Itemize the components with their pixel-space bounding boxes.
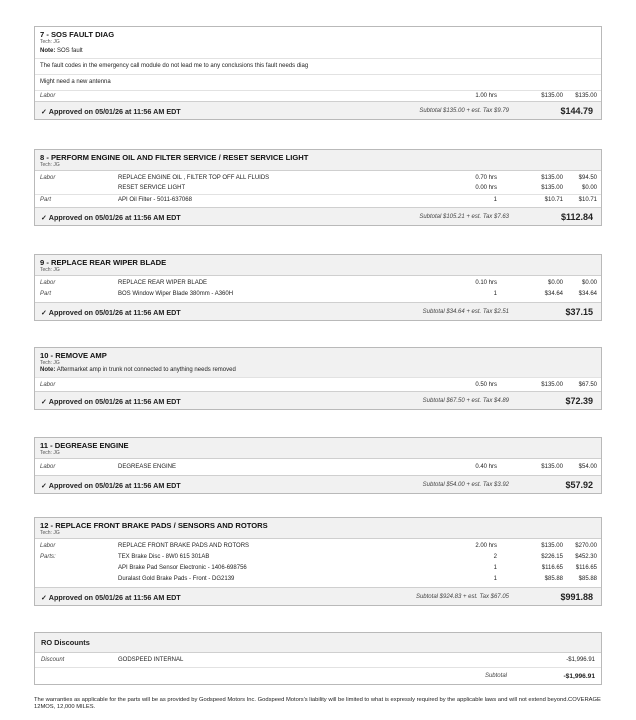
- line-desc: REPLACE REAR WIPER BLADE: [118, 280, 208, 286]
- ro-discounts-section: [34, 632, 602, 685]
- discount-subtotal-label: Subtotal: [484, 673, 507, 679]
- job-title: 9 - REPLACE REAR WIPER BLADE: [40, 258, 167, 267]
- job-subtotal: Subtotal $105.21 + est. Tax $7.63: [419, 214, 509, 220]
- job-header: [35, 27, 601, 47]
- job-total: $72.39: [565, 396, 593, 406]
- line-amount: $54.00: [578, 464, 597, 470]
- tech-label: Tech: JG: [40, 450, 60, 456]
- job-card-8: [34, 149, 602, 226]
- job-total: $144.79: [560, 106, 593, 116]
- warranty-statement: The warranties as applicable for the parts will be as provided by Godspeed Motors Inc. Godspeed Motors's liability will be limited to what is expressly required by the applicable laws and will not extend beyond.COVERAGE 12MOS, 12,000 MILES.: [34, 697, 601, 710]
- line-item: [35, 90, 601, 101]
- job-title: 12 - REPLACE FRONT BRAKE PADS / SENSORS AND ROTORS: [40, 521, 268, 530]
- line-item: [35, 171, 601, 183]
- line-type: Labor: [40, 280, 56, 286]
- discounts-title: RO Discounts: [35, 633, 601, 653]
- line-amount: $135.00: [575, 93, 597, 99]
- line-type: Labor: [40, 382, 56, 388]
- discount-line: [35, 653, 601, 668]
- job-subtotal: Subtotal $34.64 + est. Tax $2.51: [422, 309, 509, 315]
- line-qty: 1.00 hrs: [475, 93, 497, 99]
- job-note: [35, 47, 601, 58]
- line-item: [35, 276, 601, 289]
- job-header: [35, 255, 601, 276]
- approval-status: ✓ Approved on 05/01/26 at 11:56 AM EDT: [41, 213, 181, 222]
- line-amount: $0.00: [581, 185, 597, 191]
- line-item: [35, 289, 601, 302]
- approval-status: ✓ Approved on 05/01/26 at 11:56 AM EDT: [41, 593, 181, 602]
- line-qty: 1: [493, 291, 497, 297]
- note-text: SOS fault: [57, 48, 83, 54]
- tech-label: Tech: JG: [40, 39, 60, 45]
- line-rate: $135.00: [541, 382, 563, 388]
- line-qty: 1: [493, 576, 497, 582]
- approval-status: ✓ Approved on 05/01/26 at 11:56 AM EDT: [41, 397, 181, 406]
- tech-label: Tech: JG: [40, 360, 60, 366]
- job-subtotal: Subtotal $924.83 + est. Tax $67.05: [415, 594, 509, 600]
- approval-status: ✓ Approved on 05/01/26 at 11:56 AM EDT: [41, 308, 181, 317]
- line-amount: $270.00: [575, 543, 597, 549]
- line-amount: $452.30: [575, 554, 597, 560]
- line-item: [35, 539, 601, 552]
- line-item: [35, 459, 601, 475]
- line-type: Labor: [40, 464, 56, 470]
- approval-bar: [35, 302, 601, 320]
- line-type: Labor: [40, 175, 56, 181]
- job-title: 7 - SOS FAULT DIAG: [40, 30, 115, 39]
- line-rate: $135.00: [541, 175, 563, 181]
- job-note: [40, 366, 596, 375]
- line-rate: $34.64: [544, 291, 563, 297]
- line-amount: $0.00: [581, 280, 597, 286]
- line-rate: $116.65: [541, 565, 563, 571]
- job-subtotal: Subtotal $67.50 + est. Tax $4.89: [422, 398, 509, 404]
- approval-status: ✓ Approved on 05/01/26 at 11:56 AM EDT: [41, 107, 181, 116]
- job-total: $37.15: [565, 307, 593, 317]
- job-text-line: Might need a new antenna: [35, 74, 601, 90]
- line-desc: BOS Window Wiper Blade 380mm - A360H: [118, 291, 234, 297]
- approval-bar: [35, 475, 601, 493]
- job-card-12: [34, 517, 602, 606]
- line-amount: $85.88: [578, 576, 597, 582]
- line-item: [35, 183, 601, 194]
- tech-label: Tech: JG: [40, 267, 60, 273]
- job-card-7: [34, 26, 602, 120]
- line-amount: $10.71: [578, 197, 597, 203]
- job-header: [35, 348, 601, 377]
- discount-amount: -$1,996.91: [566, 657, 595, 663]
- line-desc: Duralast Gold Brake Pads - Front - DG2139: [118, 576, 235, 582]
- tech-label: Tech: JG: [40, 162, 60, 168]
- discount-type: Discount: [41, 657, 65, 663]
- line-qty: 1: [493, 197, 497, 203]
- note-text: Aftermarket amp in trunk not connected to anything needs removed: [56, 367, 236, 373]
- line-qty: 0.00 hrs: [475, 185, 497, 191]
- line-rate: $226.15: [541, 554, 563, 560]
- line-rate: $135.00: [541, 185, 563, 191]
- line-type: Labor: [40, 543, 56, 549]
- line-qty: 0.40 hrs: [475, 464, 497, 470]
- line-item: [35, 194, 601, 207]
- discount-subtotal: -$1,996.91: [563, 673, 595, 680]
- line-qty: 2: [493, 554, 497, 560]
- line-item: [35, 563, 601, 574]
- job-subtotal: Subtotal $135.00 + est. Tax $9.79: [419, 108, 509, 114]
- discount-subtotal-row: [35, 668, 601, 684]
- line-qty: 0.50 hrs: [475, 382, 497, 388]
- discount-desc: GODSPEED INTERNAL: [118, 657, 184, 663]
- line-item: [35, 377, 601, 391]
- job-header: [35, 438, 601, 459]
- job-title: 10 - REMOVE AMP: [40, 351, 107, 360]
- job-card-11: [34, 437, 602, 494]
- approval-bar: [35, 391, 601, 409]
- line-rate: $10.71: [544, 197, 563, 203]
- line-desc: REPLACE FRONT BRAKE PADS AND ROTORS: [118, 543, 250, 549]
- note-label: Note:: [40, 367, 56, 373]
- line-amount: $34.64: [578, 291, 597, 297]
- line-item: [35, 574, 601, 587]
- job-card-9: [34, 254, 602, 321]
- tech-label: Tech: JG: [40, 530, 60, 536]
- job-text-line: The fault codes in the emergency call module do not lead me to any conclusions this fault needs diag: [35, 58, 601, 74]
- job-title: 11 - DEGREASE ENGINE: [40, 441, 129, 450]
- line-type: Part: [40, 197, 52, 203]
- line-rate: $135.00: [541, 93, 563, 99]
- line-amount: $94.50: [578, 175, 597, 181]
- line-qty: 1: [493, 565, 497, 571]
- job-card-10: [34, 347, 602, 410]
- approval-bar: [35, 207, 601, 225]
- approval-status: ✓ Approved on 05/01/26 at 11:56 AM EDT: [41, 481, 181, 490]
- line-desc: API Oil Filter - 5011-637068: [118, 197, 192, 203]
- job-header: [35, 150, 601, 171]
- line-rate: $135.00: [541, 543, 563, 549]
- line-type: Labor: [40, 93, 56, 99]
- line-qty: 0.10 hrs: [475, 280, 497, 286]
- line-desc: REPLACE ENGINE OIL , FILTER TOP OFF ALL FLUIDS: [118, 175, 270, 181]
- line-desc: DEGREASE ENGINE: [118, 464, 177, 470]
- job-total: $991.88: [560, 592, 593, 602]
- job-total: $112.84: [560, 212, 593, 222]
- line-type: Part: [40, 291, 52, 297]
- line-desc: RESET SERVICE LIGHT: [118, 185, 186, 191]
- line-desc: API Brake Pad Sensor Electronic - 1406-698756: [118, 565, 247, 571]
- line-rate: $85.88: [544, 576, 563, 582]
- job-title: 8 - PERFORM ENGINE OIL AND FILTER SERVICE / RESET SERVICE LIGHT: [40, 153, 309, 162]
- line-qty: 2.00 hrs: [475, 543, 497, 549]
- line-qty: 0.70 hrs: [475, 175, 497, 181]
- line-rate: $0.00: [547, 280, 563, 286]
- approval-bar: [35, 587, 601, 605]
- line-amount: $116.65: [575, 565, 597, 571]
- line-desc: TEX Brake Disc - 8W0 615 301AB: [118, 554, 210, 560]
- line-item: [35, 552, 601, 563]
- note-label: Note:: [40, 48, 56, 54]
- line-rate: $135.00: [541, 464, 563, 470]
- line-type: Parts:: [40, 554, 56, 560]
- job-subtotal: Subtotal $54.00 + est. Tax $3.92: [422, 482, 509, 488]
- job-header: [35, 518, 601, 539]
- line-amount: $67.50: [578, 382, 597, 388]
- job-total: $57.92: [565, 480, 593, 490]
- approval-bar: [35, 101, 601, 119]
